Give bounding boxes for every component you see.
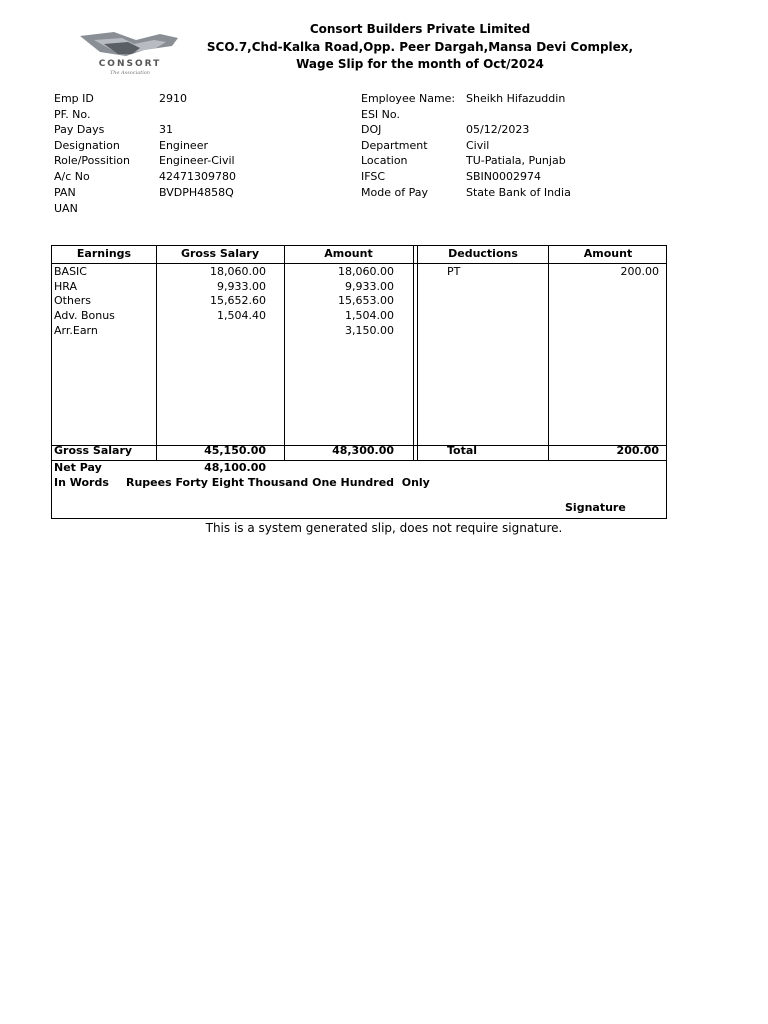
mode-of-pay-label: Mode of Pay — [361, 186, 428, 199]
earning-gross: 1,504.40 — [217, 309, 266, 322]
pay-days-value: 31 — [159, 123, 173, 136]
designation-label: Designation — [54, 139, 120, 152]
earning-name: Adv. Bonus — [54, 309, 115, 322]
account-no-value: 42471309780 — [159, 170, 236, 183]
earning-name: BASIC — [54, 265, 87, 278]
logo-text: CONSORT — [98, 59, 162, 69]
deduction-total-label: Total — [447, 444, 478, 457]
gross-salary-total-label: Gross Salary — [54, 444, 133, 457]
earning-gross: 9,933.00 — [217, 280, 266, 293]
pan-value: BVDPH4858Q — [159, 186, 234, 199]
earning-name: HRA — [54, 280, 77, 293]
column-divider — [284, 246, 285, 460]
earning-amount: 18,060.00 — [338, 265, 394, 278]
totals-bottom-divider — [52, 460, 666, 461]
company-address: SCO.7,Chd-Kalka Road,Opp. Peer Dargah,Mansa Devi Complex, — [206, 40, 634, 54]
employee-name-value: Sheikh Hifazuddin — [466, 92, 566, 105]
role-value: Engineer-Civil — [159, 154, 235, 167]
earning-amount: 15,653.00 — [338, 294, 394, 307]
earning-gross: 15,652.60 — [210, 294, 266, 307]
doj-value: 05/12/2023 — [466, 123, 530, 136]
header-deduction-amount: Amount — [583, 247, 633, 260]
column-divider — [413, 246, 414, 460]
earning-amount: 3,150.00 — [345, 324, 394, 337]
header-earnings: Earnings — [76, 247, 132, 260]
location-label: Location — [361, 154, 408, 167]
earning-gross: 18,060.00 — [210, 265, 266, 278]
deduction-amount: 200.00 — [620, 265, 659, 278]
uan-label: UAN — [54, 202, 78, 215]
mode-of-pay-value: State Bank of India — [466, 186, 571, 199]
deduction-total: 200.00 — [616, 444, 659, 457]
signature-label: Signature — [565, 501, 626, 514]
employee-name-label: Employee Name: — [361, 92, 456, 105]
role-label: Role/Possition — [54, 154, 130, 167]
esi-no-label: ESI No. — [361, 108, 400, 121]
pan-label: PAN — [54, 186, 76, 199]
ifsc-label: IFSC — [361, 170, 386, 183]
emp-id-label: Emp ID — [54, 92, 94, 105]
net-pay-value: 48,100.00 — [204, 461, 266, 474]
column-divider — [548, 246, 549, 460]
column-divider — [156, 246, 157, 460]
logo-tagline: The Association — [109, 70, 151, 76]
account-no-label: A/c No — [54, 170, 90, 183]
pay-days-label: Pay Days — [54, 123, 105, 136]
in-words-label: In Words — [54, 476, 109, 489]
amount-total: 48,300.00 — [332, 444, 394, 457]
salary-table — [51, 245, 667, 519]
ifsc-value: SBIN0002974 — [466, 170, 541, 183]
header-divider — [52, 263, 666, 264]
designation-value: Engineer — [159, 139, 208, 152]
slip-title: Wage Slip for the month of Oct/2024 — [296, 57, 544, 71]
deduction-name: PT — [447, 265, 461, 278]
header-gross-salary: Gross Salary — [180, 247, 260, 260]
earning-name: Arr.Earn — [54, 324, 98, 337]
in-words-value: Rupees Forty Eight Thousand One Hundred Only — [126, 476, 430, 489]
earning-amount: 9,933.00 — [345, 280, 394, 293]
header-deductions: Deductions — [448, 247, 518, 260]
earning-amount: 1,504.00 — [345, 309, 394, 322]
system-generated-note: This is a system generated slip, does not require signature. — [205, 521, 563, 535]
pf-no-label: PF. No. — [54, 108, 91, 121]
earning-name: Others — [54, 294, 91, 307]
location-value: TU-Patiala, Punjab — [466, 154, 566, 167]
emp-id-value: 2910 — [159, 92, 187, 105]
company-name: Consort Builders Private Limited — [309, 22, 531, 36]
header-amount: Amount — [324, 247, 373, 260]
department-label: Department — [361, 139, 428, 152]
doj-label: DOJ — [361, 123, 382, 136]
gross-salary-total: 45,150.00 — [204, 444, 266, 457]
net-pay-label: Net Pay — [54, 461, 102, 474]
column-divider — [417, 246, 418, 460]
department-value: Civil — [466, 139, 490, 152]
